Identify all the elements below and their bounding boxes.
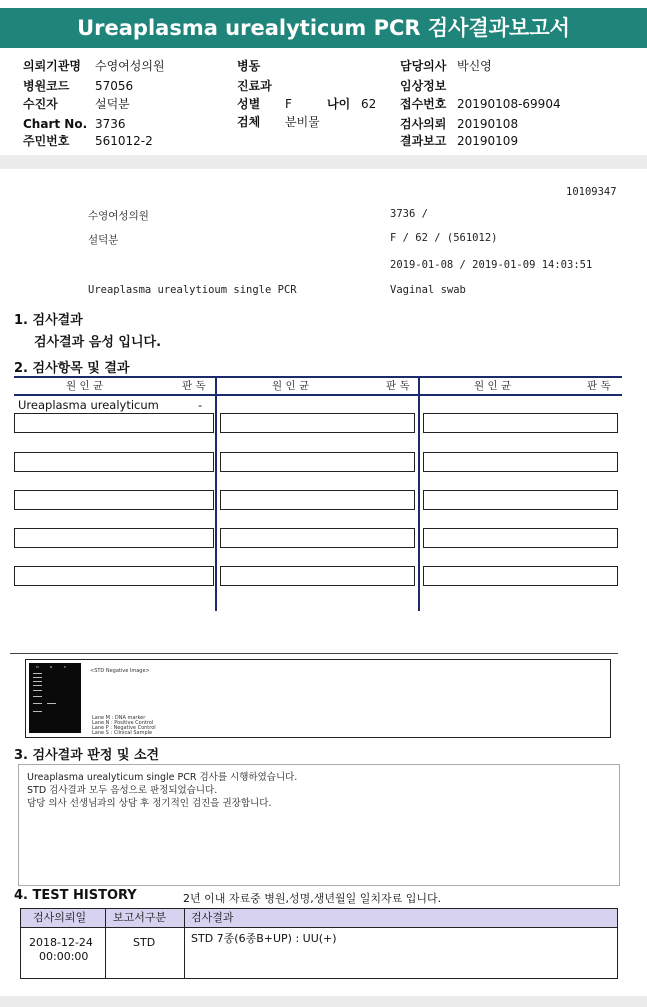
opinion-line: 담당 의사 선생님과의 상담 후 정기적인 검진을 권장합니다. xyxy=(27,798,272,809)
empty-result-cell xyxy=(14,452,214,472)
empty-result-cell xyxy=(220,528,415,548)
gel-legend-line: Lane P : Negative Control xyxy=(92,725,156,731)
opinion-line: STD 검사결과 모두 음성으로 판정되었습니다. xyxy=(27,785,218,796)
gel-legend-line: Lane S : Clinical Sample xyxy=(92,730,153,736)
history-col-date: 검사의뢰일 xyxy=(33,911,87,924)
section4-title: 4. TEST HISTORY xyxy=(14,888,137,903)
empty-result-cell xyxy=(14,566,214,586)
gel-electrophoresis-image xyxy=(29,663,81,733)
institution-value: 수영여성의원 xyxy=(95,59,165,73)
gel-lane-label: N xyxy=(50,665,53,669)
receipt-label: 접수번호 xyxy=(400,97,447,111)
age-value: 62 xyxy=(361,97,377,111)
empty-result-cell xyxy=(423,413,618,433)
gel-legend-line: Lane N : Positive Control xyxy=(92,720,154,726)
summary-patient: 설덕분 xyxy=(88,234,119,246)
sex-label: 성별 xyxy=(237,97,261,111)
opinion-line: Ureaplasma urealyticum single PCR 검사를 시행하였습니다. xyxy=(27,772,298,783)
history-note: 2년 이내 자료중 병원,성명,생년월일 일치자료 입니다. xyxy=(183,892,442,905)
dept-label: 진료과 xyxy=(237,79,272,93)
col-organism-2: 원 인 균 xyxy=(272,380,310,392)
summary-sex-age: F / 62 / (561012) xyxy=(390,232,498,244)
gel-lane-label: M xyxy=(36,665,39,669)
summary-specimen: Vaginal swab xyxy=(390,284,466,296)
separator-band xyxy=(0,155,647,169)
results-table-header xyxy=(14,376,622,396)
column-divider xyxy=(418,376,420,611)
summary-chart: 3736 / xyxy=(390,208,428,220)
rrn-value: 561012-2 xyxy=(95,134,153,148)
col-judgement-1: 판 독 xyxy=(182,380,206,392)
hospital-code-label: 병원코드 xyxy=(23,79,70,93)
history-col-type: 보고서구분 xyxy=(113,911,167,924)
doctor-label: 담당의사 xyxy=(400,59,447,73)
sex-value: F xyxy=(285,97,292,111)
gel-image-box xyxy=(25,659,611,738)
report-date-label: 결과보고 xyxy=(400,134,447,148)
empty-result-cell xyxy=(220,566,415,586)
summary-institution: 수영여성의원 xyxy=(88,210,149,222)
column-divider xyxy=(215,376,217,611)
clinical-label: 임상정보 xyxy=(400,79,447,93)
results-table xyxy=(14,376,622,612)
col-organism-3: 원 인 균 xyxy=(474,380,512,392)
summary-dates: 2019-01-08 / 2019-01-09 14:03:51 xyxy=(390,259,593,271)
summary-test-name: Ureaplasma urealytioum single PCR xyxy=(88,284,297,296)
request-label: 검사의뢰 xyxy=(400,117,447,131)
empty-result-cell xyxy=(423,566,618,586)
section1-title: 1. 검사결과 xyxy=(14,313,83,328)
specimen-value: 분비물 xyxy=(285,115,320,129)
empty-result-cell xyxy=(423,528,618,548)
rrn-label: 주민번호 xyxy=(23,134,70,148)
history-col-result: 검사결과 xyxy=(191,911,234,924)
report-date-value: 20190109 xyxy=(457,134,519,148)
gel-legend-line: Lane M : DNA marker xyxy=(92,715,146,721)
divider-line xyxy=(10,653,618,654)
empty-result-cell xyxy=(14,413,214,433)
patient-value: 설덕분 xyxy=(95,97,130,111)
opinion-box xyxy=(18,764,620,886)
patient-label: 수진자 xyxy=(23,97,58,111)
empty-result-cell xyxy=(423,452,618,472)
organism-result: - xyxy=(198,398,203,412)
report-number: 10109347 xyxy=(566,186,617,198)
specimen-label: 검체 xyxy=(237,115,261,129)
history-time: 00:00:00 xyxy=(39,950,89,963)
col-organism-1: 원 인 균 xyxy=(66,380,104,392)
empty-result-cell xyxy=(220,413,415,433)
request-value: 20190108 xyxy=(457,117,519,131)
gel-lane-label: P xyxy=(64,665,66,669)
result-statement: 검사결과 음성 입니다. xyxy=(34,335,162,350)
history-column-divider xyxy=(184,909,185,978)
col-judgement-2: 판 독 xyxy=(386,380,410,392)
chart-value: 3736 xyxy=(95,117,126,131)
history-table-header xyxy=(21,909,617,928)
section3-title: 3. 검사결과 판정 및 소견 xyxy=(14,748,160,763)
col-judgement-3: 판 독 xyxy=(587,380,611,392)
ward-label: 병동 xyxy=(237,59,261,73)
bottom-band xyxy=(0,996,647,1007)
history-date: 2018-12-24 xyxy=(29,936,93,949)
empty-result-cell xyxy=(14,528,214,548)
section2-title: 2. 검사항목 및 결과 xyxy=(14,361,130,376)
empty-result-cell xyxy=(220,490,415,510)
empty-result-cell xyxy=(220,452,415,472)
chart-label: Chart No. xyxy=(23,117,88,131)
doctor-value: 박신영 xyxy=(457,59,492,73)
institution-label: 의뢰기관명 xyxy=(23,59,81,73)
history-result: STD 7종(6종B+UP) : UU(+) xyxy=(191,932,337,945)
history-table xyxy=(20,908,618,979)
hospital-code-value: 57056 xyxy=(95,79,134,93)
organism-name: Ureaplasma urealyticum xyxy=(18,398,159,412)
gel-caption: <STD Negative Image> xyxy=(90,668,150,674)
result-row xyxy=(18,398,203,412)
history-column-divider xyxy=(105,909,106,978)
report-title: Ureaplasma urealyticum PCR 검사결과보고서 xyxy=(0,8,647,48)
receipt-value: 20190108-69904 xyxy=(457,97,561,111)
age-label: 나이 xyxy=(327,97,351,111)
empty-result-cell xyxy=(14,490,214,510)
history-type: STD xyxy=(133,936,156,949)
empty-result-cell xyxy=(423,490,618,510)
